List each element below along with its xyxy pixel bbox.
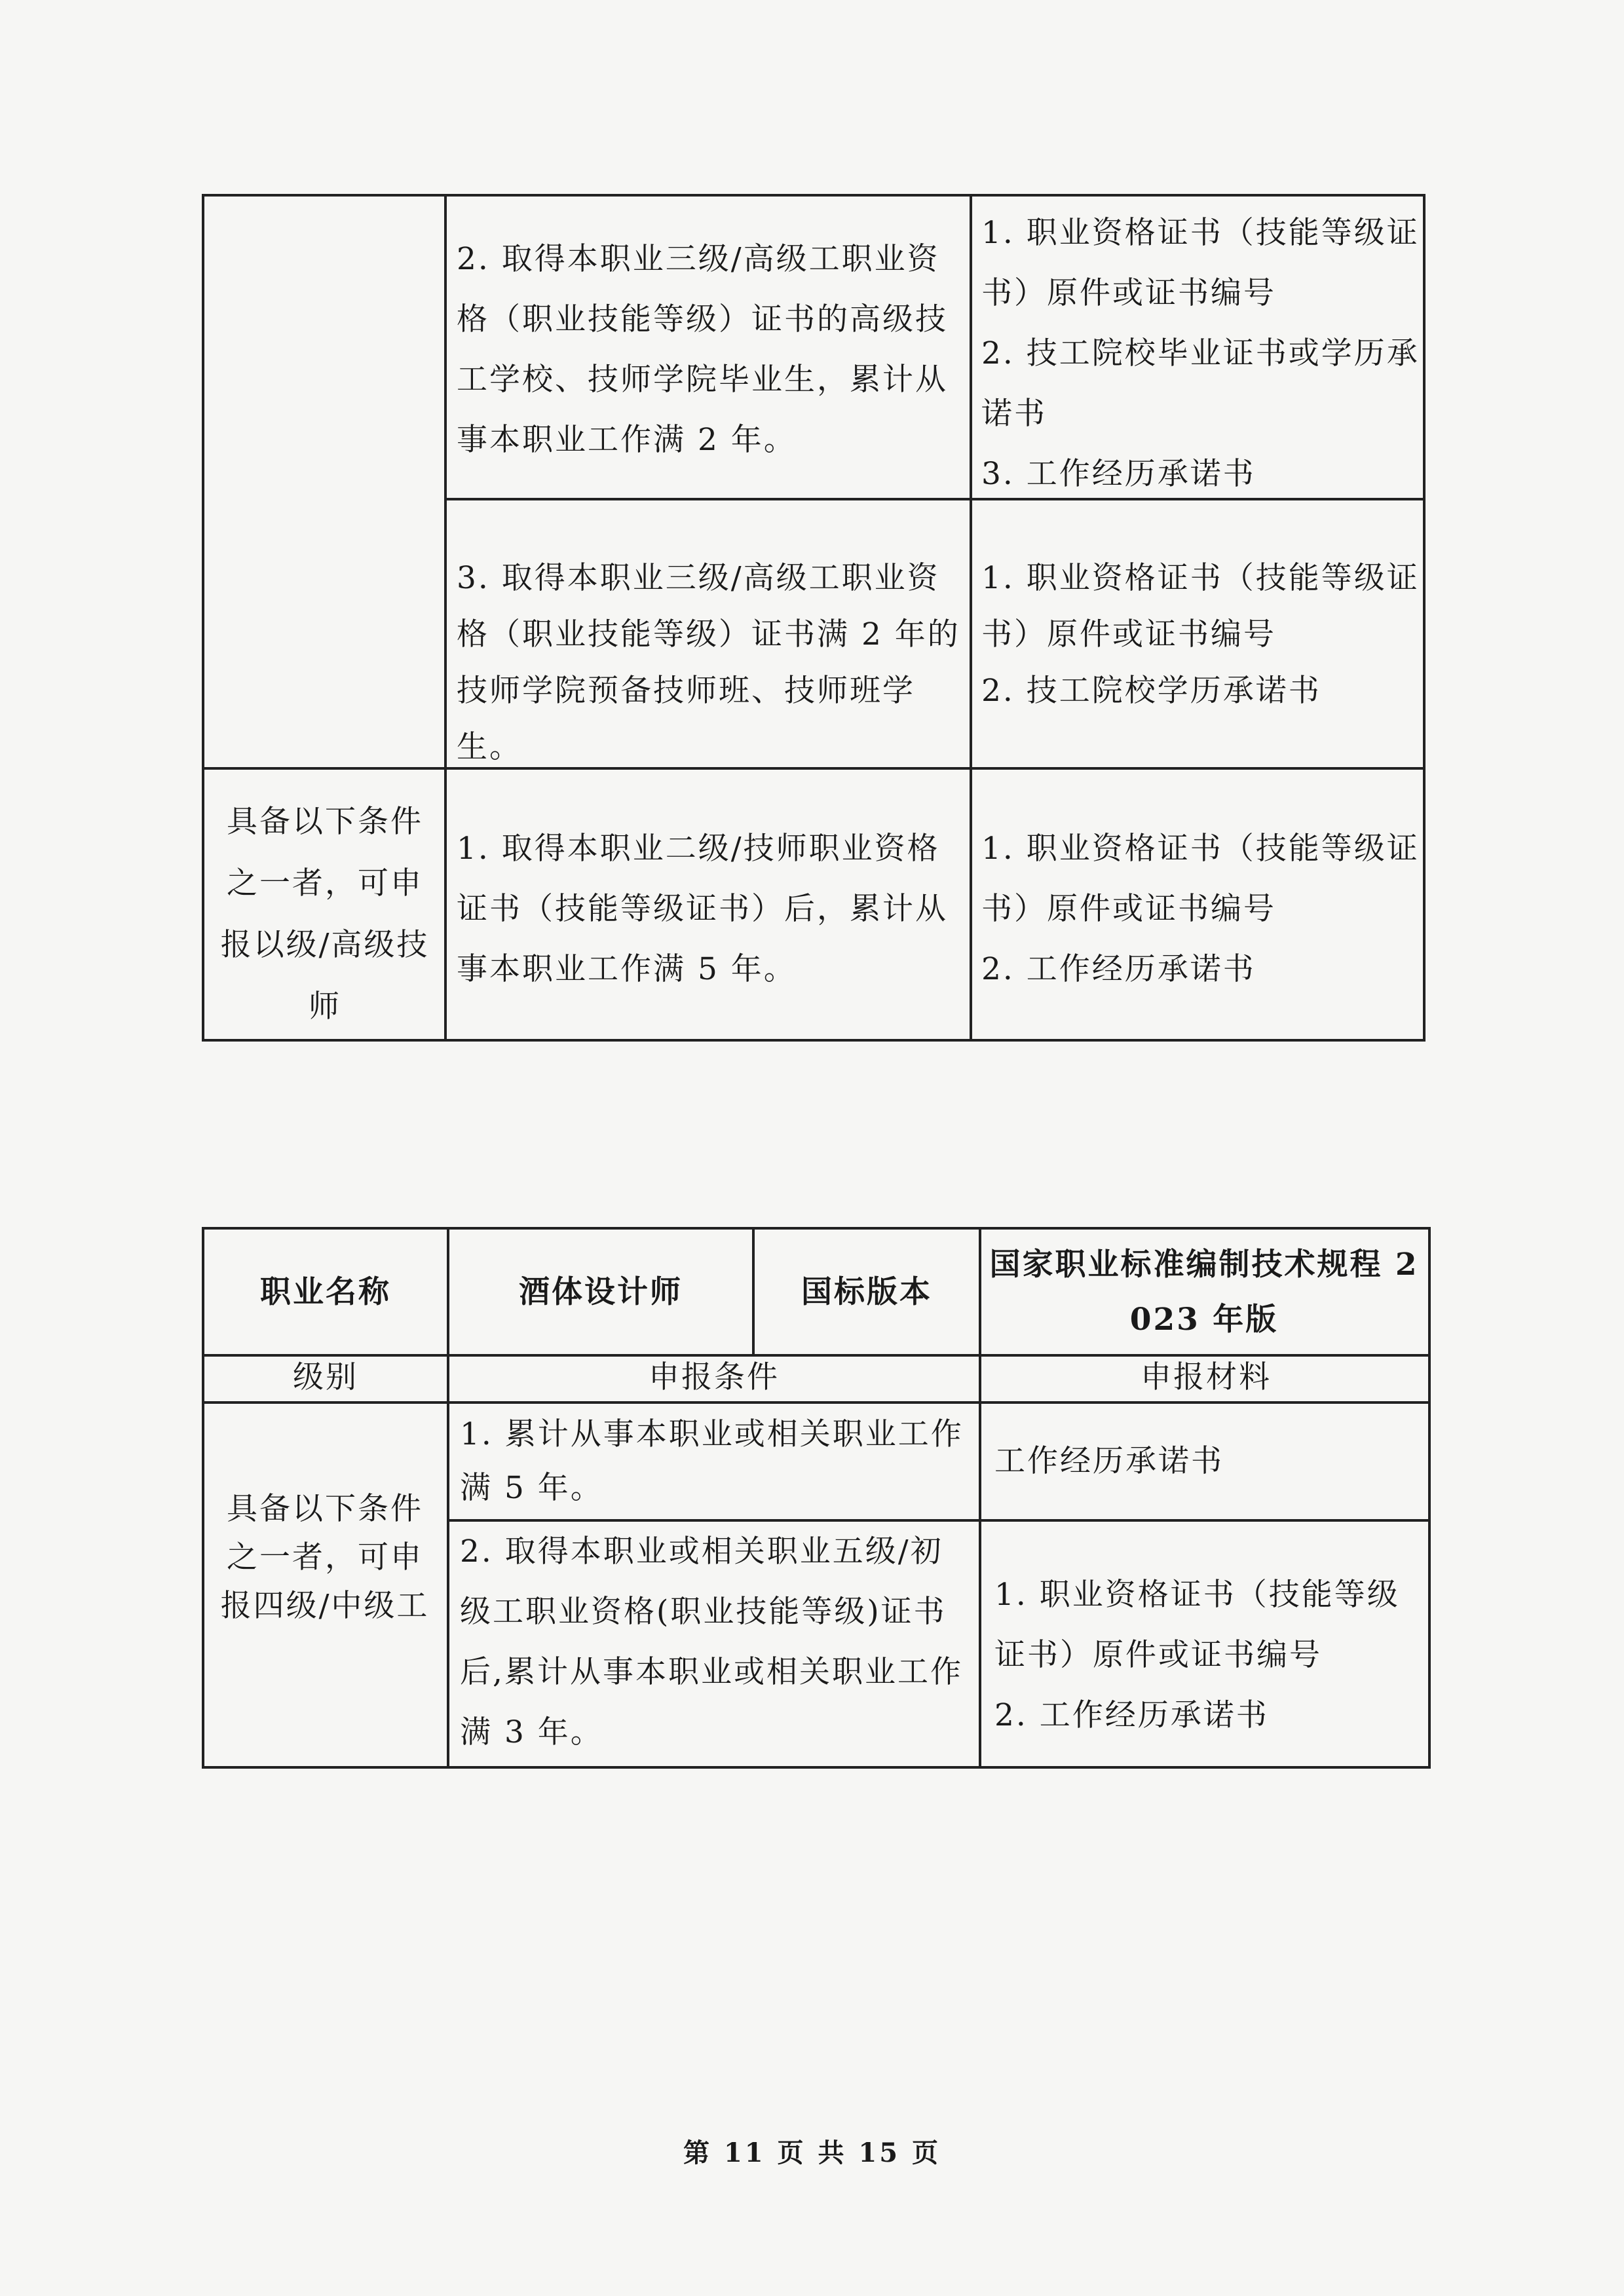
materials-line: 2. 技工院校毕业证书或学历承诺书	[981, 335, 1420, 432]
materials-cell	[994, 1565, 1427, 1746]
condition-cell: 1. 取得本职业二级/技师职业资格证书（技能等级证书）后，累计从事本职业工作满 5 年。	[457, 831, 948, 987]
occupation-value: 酒体设计师	[519, 1274, 683, 1310]
occupation-table	[202, 1227, 1431, 1769]
materials-cell: 工作经历承诺书	[994, 1443, 1224, 1479]
condition-cell: 1. 累计从事本职业或相关职业工作满 5 年。	[460, 1416, 964, 1506]
version-label: 国标版本	[801, 1274, 932, 1310]
materials-cell	[981, 203, 1427, 504]
qualification-table-continued	[202, 194, 1426, 1042]
materials-cell	[981, 550, 1427, 719]
column-divider	[979, 1230, 981, 1769]
condition-cell: 2. 取得本职业三级/高级工职业资格（职业技能等级）证书的高级技工学校、技师学院毕业生，累计从事本职业工作满 2 年。	[457, 241, 948, 458]
level-cell: 具备以下条件之一者，可申报四级/中级工	[220, 1491, 430, 1624]
materials-line: 2. 技工院校学历承诺书	[981, 673, 1321, 709]
column-header-level: 级别	[293, 1359, 358, 1395]
column-divider	[444, 197, 447, 1042]
materials-line: 2. 工作经历承诺书	[981, 951, 1256, 987]
condition-cell: 3. 取得本职业三级/高级工职业资格（职业技能等级）证书满 2 年的技师学院预备技师班、技师班学生。	[457, 560, 960, 765]
page-number: 第 11 页 共 15 页	[683, 2137, 941, 2168]
condition-cell: 2. 取得本职业或相关职业五级/初级工职业资格(职业技能等级)证书后,累计从事本职业或相关职业工作满 3 年。	[460, 1534, 963, 1750]
materials-cell	[981, 819, 1427, 1000]
column-divider	[970, 197, 972, 1042]
materials-line: 3. 工作经历承诺书	[981, 456, 1256, 492]
occupation-label: 职业名称	[260, 1274, 391, 1310]
column-header-materials: 申报材料	[1141, 1359, 1272, 1395]
materials-line: 2. 工作经历承诺书	[994, 1697, 1269, 1733]
level-cell: 具备以下条件之一者，可申报以级/高级技师	[220, 804, 430, 1025]
materials-line: 1. 职业资格证书（技能等级证书）原件或证书编号	[981, 560, 1420, 652]
version-value: 国家职业标准编制技术规程 2023 年版	[989, 1247, 1419, 1338]
column-header-condition: 申报条件	[649, 1359, 780, 1395]
materials-line: 1. 职业资格证书（技能等级证书）原件或证书编号	[981, 831, 1420, 927]
materials-line: 1. 职业资格证书（技能等级证书）原件或证书编号	[981, 215, 1420, 311]
materials-line: 1. 职业资格证书（技能等级证书）原件或证书编号	[994, 1577, 1400, 1673]
